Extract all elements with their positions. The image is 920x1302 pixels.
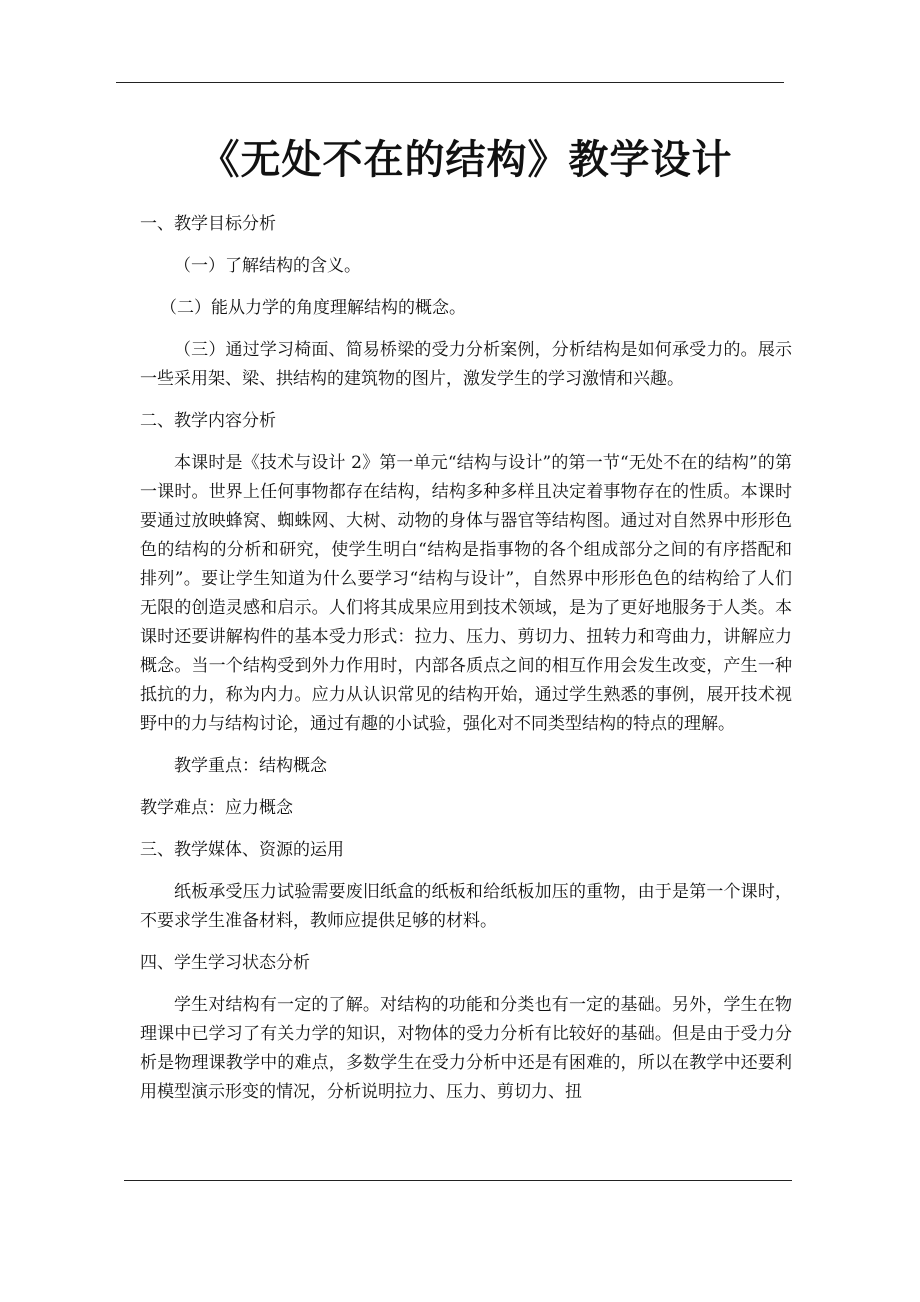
paragraph: 教学重点：结构概念: [174, 756, 327, 776]
paragraph: 纸板承受压力试验需要废旧纸盒的纸板和给纸板加压的重物，由于是第一个课时，不要求学生准备材料，教师应提供足够的材料。: [140, 882, 792, 931]
document-body: [140, 128, 792, 1120]
footer-rule: [124, 1180, 792, 1181]
section-heading: 一、教学目标分析: [140, 214, 276, 234]
paragraph: 本课时是《技术与设计 2》第一单元“结构与设计”的第一节“无处不在的结构”的第一课时。世界上任何事物都存在结构，结构多种多样且决定着事物存在的性质。本课时要通过放映蜂窝、蜘蛛网、大树、动物的身体与器官等结构图。通过对自然界中形形色色的结构的分析和研究，使学生明白“结构是指事物的各个组成部分之间的有序搭配和排列”。要让学生知道为什么要学习“结构与设计”，自然界中形形色色的结构给了人们无限的创造灵感和启示。人们将其成果应用到技术领域，是为了更好地服务于人类。本课时还要讲解构件的基本受力形式：拉力、压力、剪切力、扭转力和弯曲力，讲解应力概念。当一个结构受到外力作用时，内部各质点之间的相互作用会发生改变，产生一种抵抗的力，称为内力。应力从认识常见的结构开始，通过学生熟悉的事例，展开技术视野中的力与结构讨论，通过有趣的小试验，强化对不同类型结构的特点的理解。: [140, 453, 792, 734]
section-heading: 三、教学媒体、资源的运用: [140, 840, 344, 860]
section-heading: 四、学生学习状态分析: [140, 953, 310, 973]
paragraph-list: [140, 210, 792, 1107]
document-title: 《无处不在的结构》教学设计: [199, 136, 733, 183]
paragraph: 学生对结构有一定的了解。对结构的功能和分类也有一定的基础。另外，学生在物理课中已学习了有关力学的知识，对物体的受力分析有比较好的基础。但是由于受力分析是物理课教学中的难点，多数学生在受力分析中还是有困难的，所以在教学中还要利用模型演示形变的情况，分析说明拉力、压力、剪切力、扭: [140, 995, 792, 1102]
section-heading: 教学难点：应力概念: [140, 798, 293, 818]
paragraph: （二）能从力学的角度理解结构的概念。: [160, 298, 466, 318]
section-heading: 二、教学内容分析: [140, 411, 276, 431]
paragraph: （一）了解结构的含义。: [174, 256, 361, 276]
paragraph: （三）通过学习椅面、简易桥梁的受力分析案例，分析结构是如何承受力的。展示一些采用架、梁、拱结构的建筑物的图片，激发学生的学习激情和兴趣。: [140, 340, 792, 389]
header-rule: [116, 82, 784, 83]
